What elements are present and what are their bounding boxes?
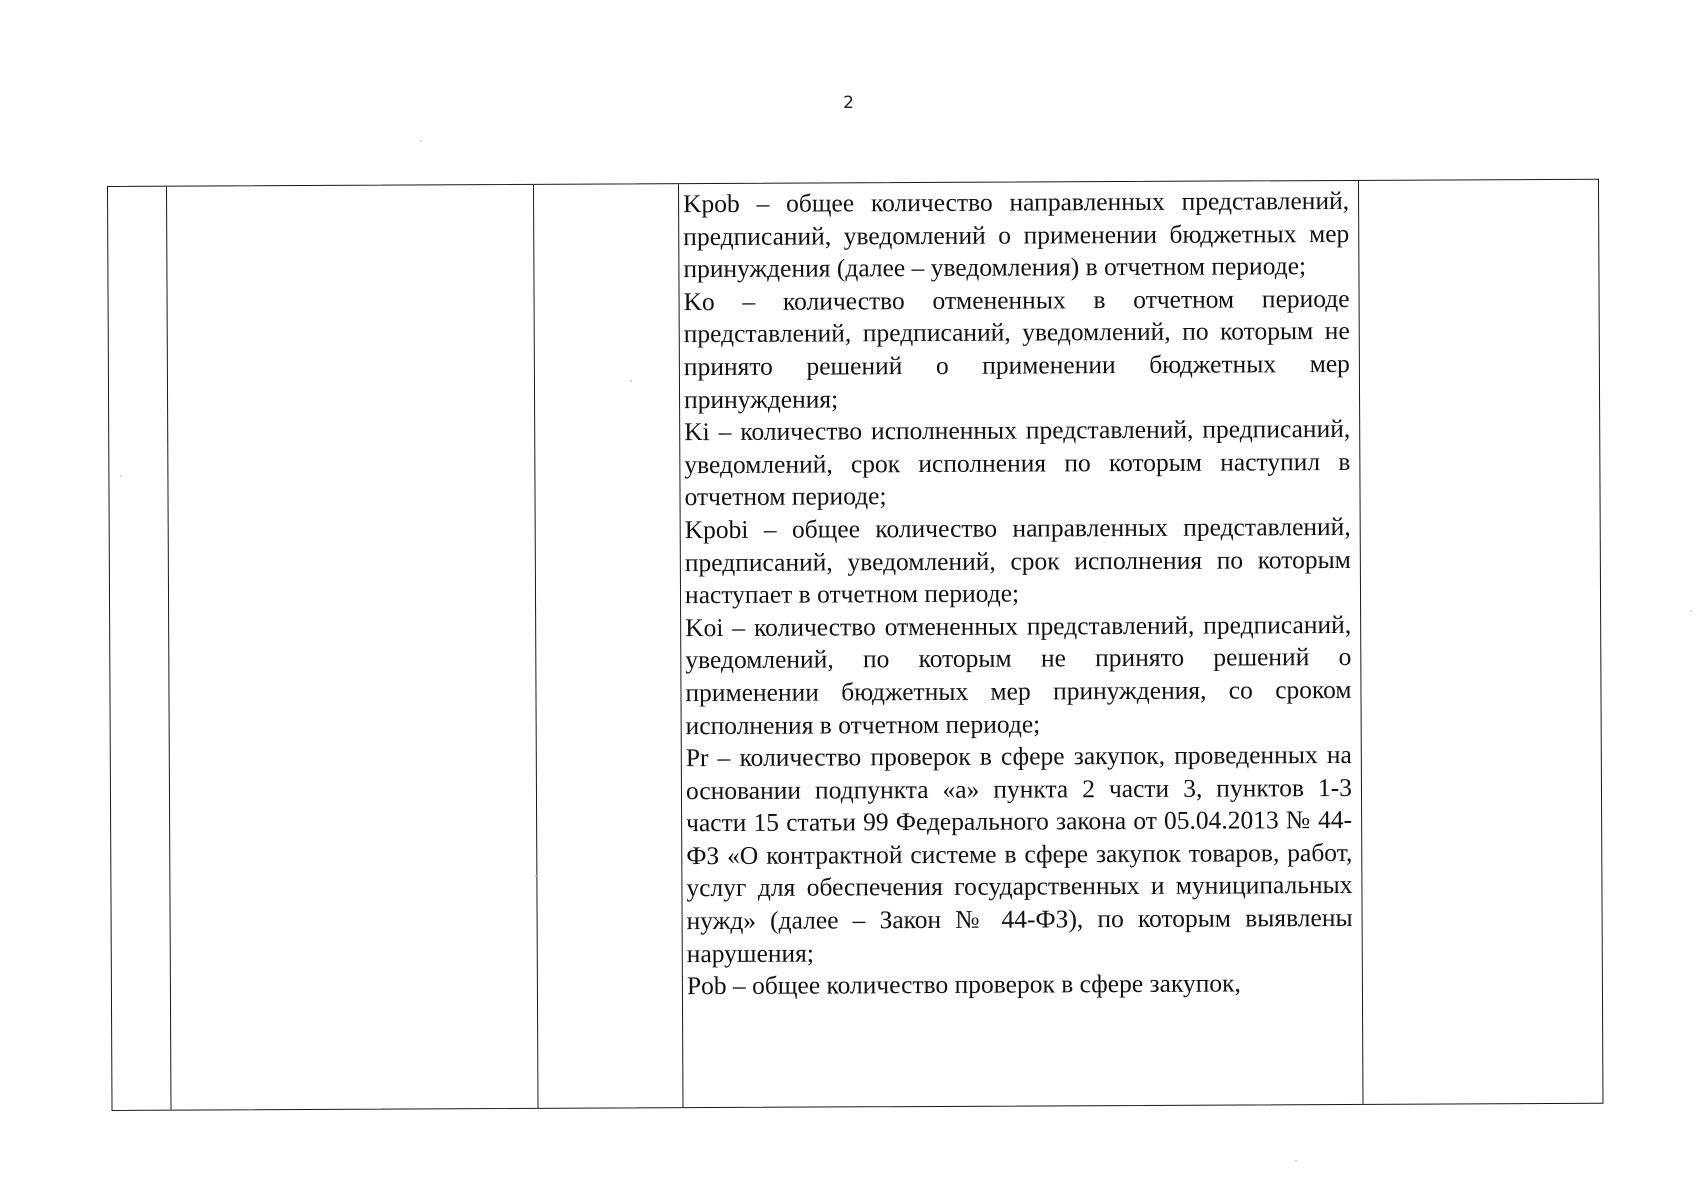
definitions-cell (683, 185, 1353, 1003)
table-column-divider (678, 184, 684, 1107)
scan-speck (120, 475, 122, 477)
scan-speck (420, 140, 422, 142)
table-column-divider (1358, 181, 1364, 1104)
scan-speck (535, 875, 537, 877)
definition-ko: Ko – количество отмененных в отчетном периоде представлений, предписаний, уведомлений, по которым не принято решений о применении бюджетных мер принуждения; (683, 283, 1350, 414)
table-column-divider (166, 187, 172, 1110)
scan-speck (630, 380, 632, 382)
scan-speck (1690, 610, 1692, 612)
definition-pob: Pob – общее количество проверок в сфере закупок, (686, 968, 1241, 1001)
page-number: 2 (843, 93, 854, 113)
definition-koi: Koi – количество отмененных представлений, предписаний, уведомлений, по которым не принято решений о применении бюджетных мер принуждения, со сроком исполнения в отчетном периоде; (685, 609, 1352, 740)
definition-pr: Pr – количество проверок в сфере закупок, проведенных на основании подпункта «а» пункта 2 части 3, пунктов 1-3 части 15 статьи 99 Федерального закона от 05.04.2013 № 44-ФЗ «О контрактной системе в сфере закупок товаров, работ, услуг для обеспечения государственных и муниципальных нужд» (далее – Закон № 44-ФЗ), по которым выявлены нарушения; (685, 740, 1353, 968)
definition-kpobi: Kpobi – общее количество направленных представлений, предписаний, уведомлений, срок исполнения по которым наступает в отчетном периоде; (684, 511, 1351, 610)
definition-ki: Ki – количество исполненных представлений, предписаний, уведомлений, срок исполнения по которым наступил в отчетном периоде; (684, 414, 1351, 512)
indicator-table (107, 179, 1604, 1111)
definition-kpob: Kpob – общее количество направленных представлений, предписаний, уведомлений о применении бюджетных мер принуждения (далее – уведомления) в отчетном периоде; (683, 185, 1350, 284)
table-column-divider (533, 185, 539, 1108)
scan-speck (1295, 1160, 1297, 1162)
